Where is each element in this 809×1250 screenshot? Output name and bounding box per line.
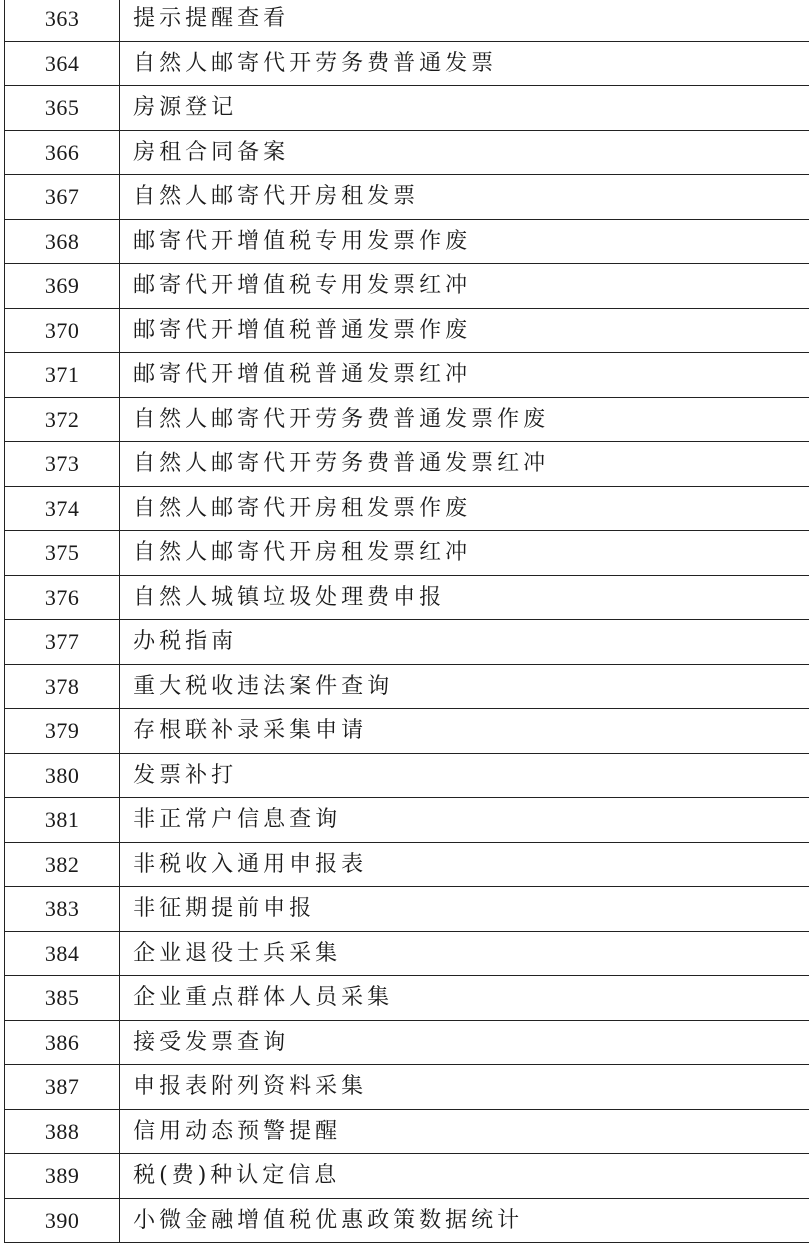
row-number: 389 [5, 1154, 120, 1199]
table-row [5, 931, 809, 976]
table-row [5, 1154, 809, 1199]
service-name: 房源登记 [120, 86, 809, 131]
service-name: 自然人邮寄代开房租发票作废 [120, 486, 809, 531]
row-number: 368 [5, 219, 120, 264]
table-row [5, 486, 809, 531]
row-number: 369 [5, 264, 120, 309]
table-row [5, 308, 809, 353]
table-row [5, 264, 809, 309]
table-row [5, 1065, 809, 1110]
service-name: 发票补打 [120, 753, 809, 798]
row-number: 367 [5, 175, 120, 220]
row-number: 384 [5, 931, 120, 976]
service-name: 接受发票查询 [120, 1020, 809, 1065]
table-row [5, 0, 809, 41]
service-name: 重大税收违法案件查询 [120, 664, 809, 709]
service-name: 自然人城镇垃圾处理费申报 [120, 575, 809, 620]
row-number: 370 [5, 308, 120, 353]
service-name: 自然人邮寄代开劳务费普通发票红冲 [120, 442, 809, 487]
service-name: 存根联补录采集申请 [120, 709, 809, 754]
service-name: 邮寄代开增值税专用发票作废 [120, 219, 809, 264]
row-number: 375 [5, 531, 120, 576]
service-name: 信用动态预警提醒 [120, 1109, 809, 1154]
service-name: 办税指南 [120, 620, 809, 665]
row-number: 379 [5, 709, 120, 754]
service-name: 自然人邮寄代开房租发票红冲 [120, 531, 809, 576]
table-row [5, 41, 809, 86]
table-row [5, 531, 809, 576]
row-number: 371 [5, 353, 120, 398]
row-number: 376 [5, 575, 120, 620]
row-number: 364 [5, 41, 120, 86]
row-number: 382 [5, 842, 120, 887]
table-row [5, 620, 809, 665]
row-number: 363 [5, 0, 120, 41]
row-number: 373 [5, 442, 120, 487]
table-row [5, 86, 809, 131]
row-number: 372 [5, 397, 120, 442]
table-body [5, 0, 809, 1243]
row-number: 378 [5, 664, 120, 709]
table-row [5, 575, 809, 620]
table-row [5, 887, 809, 932]
table-row [5, 1198, 809, 1243]
row-number: 383 [5, 887, 120, 932]
service-name: 企业重点群体人员采集 [120, 976, 809, 1021]
row-number: 385 [5, 976, 120, 1021]
table-row [5, 976, 809, 1021]
service-name: 自然人邮寄代开劳务费普通发票作废 [120, 397, 809, 442]
service-name: 非征期提前申报 [120, 887, 809, 932]
service-name: 自然人邮寄代开劳务费普通发票 [120, 41, 809, 86]
table-row [5, 130, 809, 175]
row-number: 381 [5, 798, 120, 843]
table-row [5, 753, 809, 798]
table-row [5, 219, 809, 264]
service-name: 非税收入通用申报表 [120, 842, 809, 887]
service-name: 申报表附列资料采集 [120, 1065, 809, 1110]
table-row [5, 442, 809, 487]
row-number: 380 [5, 753, 120, 798]
row-number: 374 [5, 486, 120, 531]
service-name: 非正常户信息查询 [120, 798, 809, 843]
table-row [5, 664, 809, 709]
service-name: 邮寄代开增值税普通发票作废 [120, 308, 809, 353]
service-name: 邮寄代开增值税普通发票红冲 [120, 353, 809, 398]
service-list-table [4, 0, 809, 1243]
service-name: 企业退役士兵采集 [120, 931, 809, 976]
service-name: 房租合同备案 [120, 130, 809, 175]
service-name: 小微金融增值税优惠政策数据统计 [120, 1198, 809, 1243]
table-row [5, 175, 809, 220]
service-name: 税(费)种认定信息 [120, 1154, 809, 1199]
table-row [5, 798, 809, 843]
row-number: 386 [5, 1020, 120, 1065]
table-row [5, 1020, 809, 1065]
row-number: 388 [5, 1109, 120, 1154]
table-row [5, 1109, 809, 1154]
service-name: 自然人邮寄代开房租发票 [120, 175, 809, 220]
table-row [5, 709, 809, 754]
row-number: 366 [5, 130, 120, 175]
service-name: 提示提醒查看 [120, 0, 809, 41]
table-row [5, 842, 809, 887]
row-number: 365 [5, 86, 120, 131]
table-row [5, 397, 809, 442]
row-number: 390 [5, 1198, 120, 1243]
table-row [5, 353, 809, 398]
row-number: 377 [5, 620, 120, 665]
service-name: 邮寄代开增值税专用发票红冲 [120, 264, 809, 309]
row-number: 387 [5, 1065, 120, 1110]
